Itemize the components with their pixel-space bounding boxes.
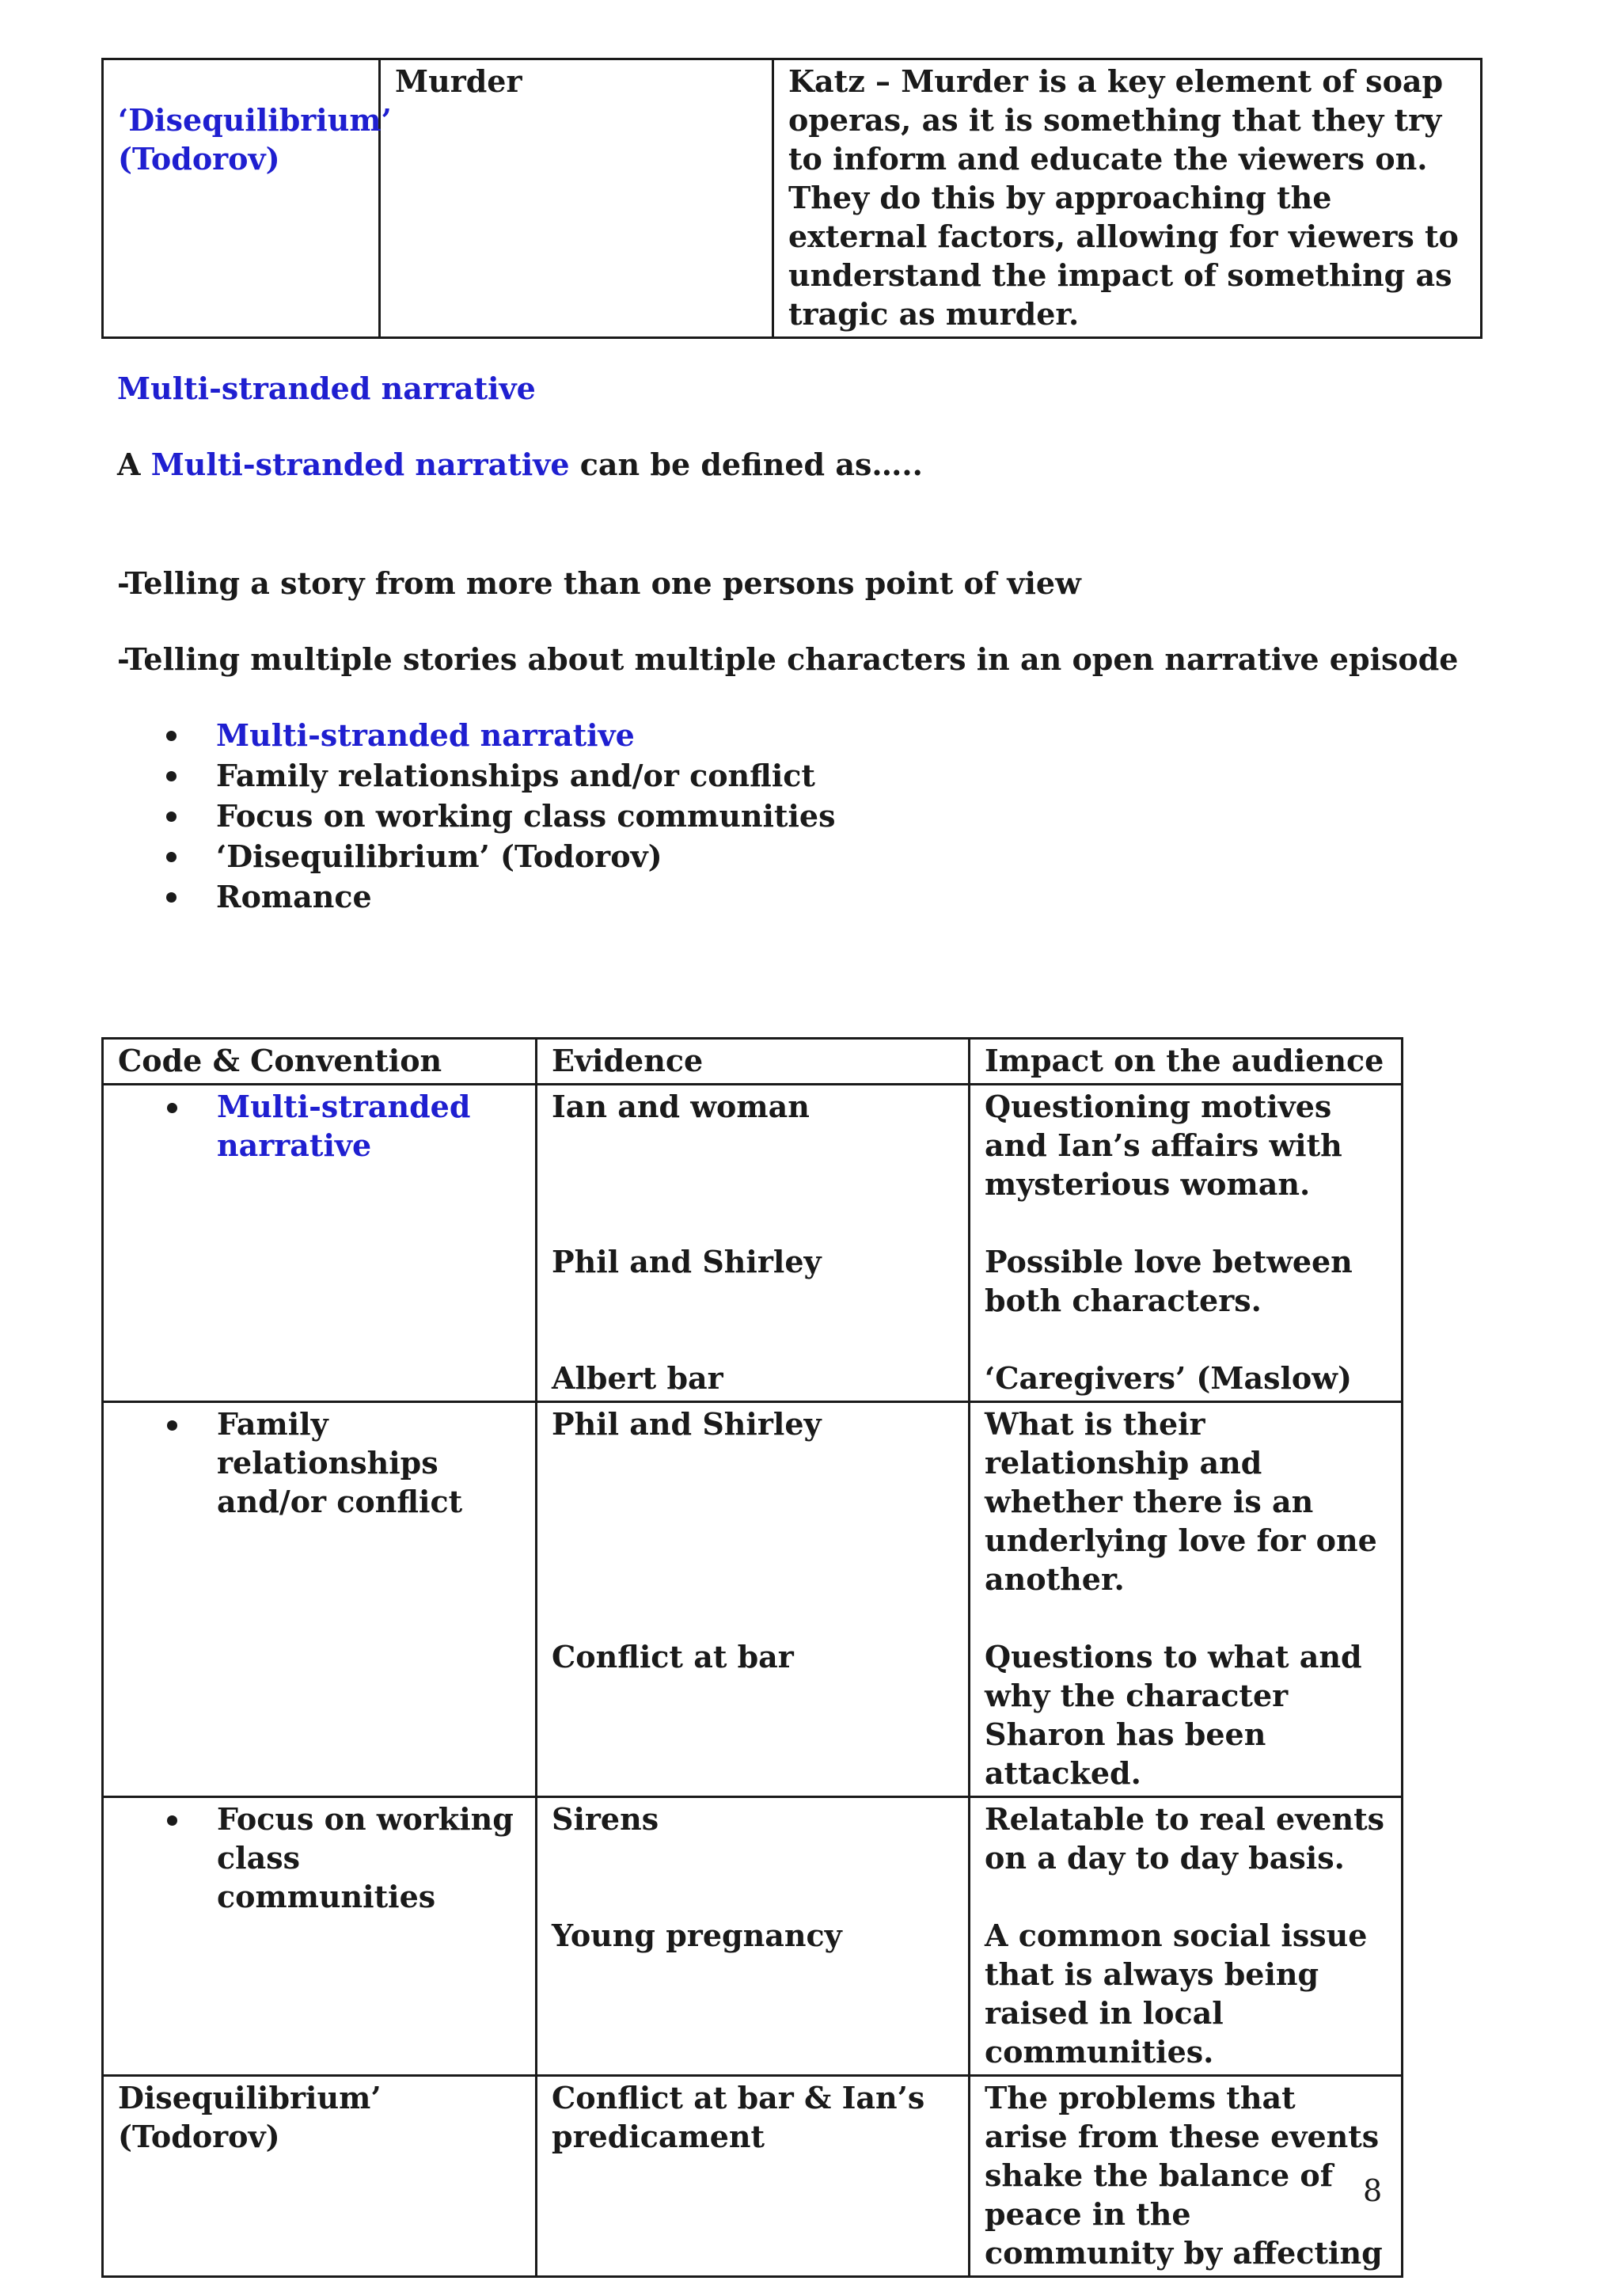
bullet-icon xyxy=(166,852,177,862)
list-item-text: Focus on working class communities xyxy=(216,798,836,834)
row3-evidence-2: Young pregnancy xyxy=(552,1918,842,1953)
row4-code: Disequilibrium’ (Todorov) xyxy=(118,2080,382,2154)
row1-evidence-2: Phil and Shirley xyxy=(552,1244,822,1279)
table-row xyxy=(103,2076,1403,2277)
top-table-code: ‘Disequilibrium’ (Todorov) xyxy=(118,102,392,177)
row3-impact-1: Relatable to real events on a day to day basis. xyxy=(985,1801,1385,1876)
row2-evidence-cell xyxy=(537,1402,970,1797)
bullet-icon xyxy=(167,1103,177,1113)
top-table-code-cell xyxy=(103,59,392,338)
list-item xyxy=(117,876,835,917)
page-number: 8 xyxy=(1363,2173,1383,2208)
list-item-text: Family relationships and/or conflict xyxy=(216,758,815,793)
bullet-icon xyxy=(166,892,177,903)
list-item xyxy=(117,836,835,876)
row4-impact-1: The problems that arise from these events shake the balance of peace in the community by affecting xyxy=(985,2080,1383,2271)
conventions-table xyxy=(101,1037,1403,2278)
list-item-text: Romance xyxy=(216,879,372,914)
row3-impact-cell xyxy=(970,1797,1403,2076)
definition-term: Multi-stranded narrative xyxy=(150,447,570,482)
row3-evidence-cell xyxy=(537,1797,970,2076)
list-item-text: ‘Disequilibrium’ (Todorov) xyxy=(216,838,662,874)
row2-code: Family relationships and/or conflict xyxy=(118,1405,521,1521)
table-row xyxy=(103,1085,1403,1402)
top-table-impact-cell xyxy=(773,59,1482,338)
top-table xyxy=(101,58,1482,339)
row4-evidence-cell xyxy=(537,2076,970,2277)
row2-impact-cell xyxy=(970,1402,1403,1797)
conventions-list xyxy=(117,715,835,917)
bullet-icon xyxy=(166,771,177,781)
header-impact: Impact on the audience xyxy=(970,1039,1403,1085)
top-table-evidence-cell xyxy=(380,59,773,338)
row4-code-cell xyxy=(103,2076,537,2277)
bullet-icon xyxy=(167,1815,177,1826)
bullet-icon xyxy=(167,1420,177,1431)
row1-impact-2: Possible love between both characters. xyxy=(985,1244,1353,1318)
row3-code-cell xyxy=(103,1797,537,2076)
top-table-evidence: Murder xyxy=(395,63,522,99)
bullet-icon xyxy=(166,812,177,822)
row1-evidence-cell xyxy=(537,1085,970,1402)
row1-code: Multi-stranded narrative xyxy=(118,1087,521,1165)
row2-evidence-2: Conflict at bar xyxy=(552,1639,794,1674)
table-header-row xyxy=(103,1039,1403,1085)
row2-impact-1: What is their relationship and whether there is an underlying love for one another. xyxy=(985,1406,1377,1597)
row4-impact-cell xyxy=(970,2076,1403,2277)
point-2: -Telling multiple stories about multiple characters in an open narrative episode xyxy=(117,641,1459,677)
list-item xyxy=(117,796,835,836)
bullet-icon xyxy=(166,731,177,741)
table-row xyxy=(103,59,1482,338)
row1-evidence-1: Ian and woman xyxy=(552,1089,810,1124)
definition-prefix: A xyxy=(117,447,151,482)
row3-evidence-1: Sirens xyxy=(552,1801,659,1837)
row2-evidence-1: Phil and Shirley xyxy=(552,1406,822,1442)
row3-code: Focus on working class communities xyxy=(118,1800,521,1916)
row2-impact-2: Questions to what and why the character Sharon has been attacked. xyxy=(985,1639,1362,1791)
row2-code-cell xyxy=(103,1402,537,1797)
section-heading: Multi-stranded narrative xyxy=(117,371,536,406)
list-item xyxy=(117,755,835,796)
row1-impact-1: Questioning motives and Ian’s affairs with mysterious woman. xyxy=(985,1089,1342,1202)
point-1: -Telling a story from more than one persons point of view xyxy=(117,565,1081,601)
row1-evidence-3: Albert bar xyxy=(552,1360,723,1396)
row4-evidence-1: Conflict at bar & Ian’s predicament xyxy=(552,2080,925,2154)
header-code: Code & Convention xyxy=(103,1039,537,1085)
list-item xyxy=(117,715,835,755)
definition-line xyxy=(117,445,923,484)
list-item-text: Multi-stranded narrative xyxy=(216,717,635,753)
top-table-impact: Katz – Murder is a key element of soap operas, as it is something that they try to inform and educate the viewers on. They do this by approaching the external factors, allowing for viewers to understand the impact of something as tragic as murder. xyxy=(788,63,1459,332)
definition-suffix: can be defined as….. xyxy=(569,447,923,482)
row3-impact-2: A common social issue that is always being raised in local communities. xyxy=(985,1918,1368,2070)
row1-code-cell xyxy=(103,1085,537,1402)
header-evidence: Evidence xyxy=(537,1039,970,1085)
table-row xyxy=(103,1402,1403,1797)
row1-impact-cell xyxy=(970,1085,1403,1402)
row1-impact-3: ‘Caregivers’ (Maslow) xyxy=(985,1360,1352,1396)
table-row xyxy=(103,1797,1403,2076)
